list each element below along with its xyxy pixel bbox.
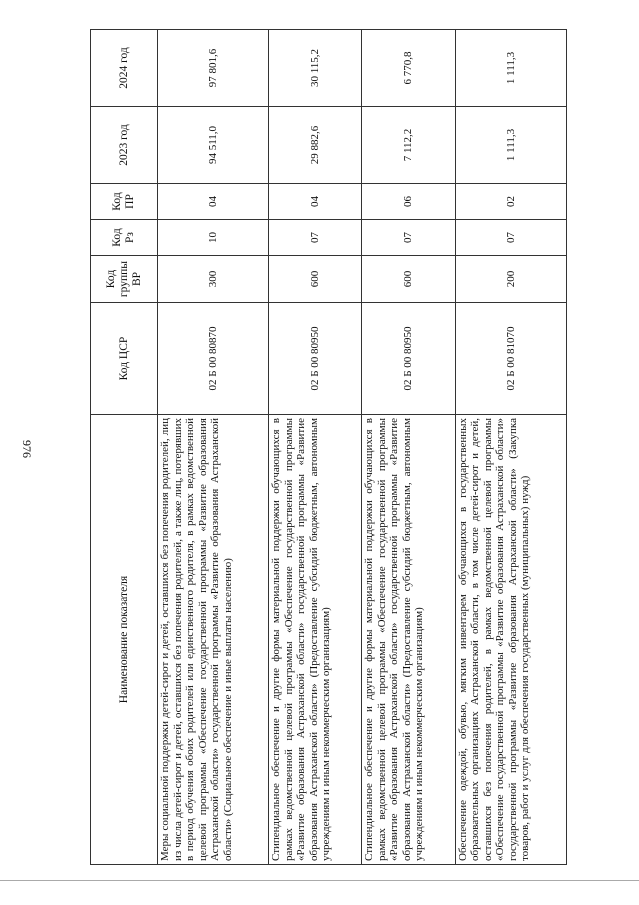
header-2023: 2023 год xyxy=(91,107,158,184)
row-vr: 200 xyxy=(455,256,566,303)
header-vr: Код группы ВР xyxy=(91,256,158,303)
row-2024: 1 111,3 xyxy=(455,30,566,107)
row-name: Стипендиальное обеспечение и другие формы материальной поддержки обучающихся в рамках ведомственной целевой программы «Обеспечение государственной программы «Развитие образования Астраханской области» государственной программы «Развитие образования Астраханской области» (Предоставление субсидий бюджетным, автономным учреждениям и иным некоммерческим организациям) xyxy=(269,415,362,865)
header-2024: 2024 год xyxy=(91,30,158,107)
row-pr: 04 xyxy=(158,184,269,220)
table-row xyxy=(269,30,362,865)
row-pr: 02 xyxy=(455,184,566,220)
row-vr: 600 xyxy=(269,256,362,303)
header-rz: Код Рз xyxy=(91,220,158,256)
row-name: Обеспечение одеждой, обувью, мягким инвентарем обучающихся в государственных образовательных организациях Астраханской области, в том числе детей-сирот и детей, оставшихся без попечения родителей, в рамках ведомственной целевой программы «Обеспечение государственной программы «Развитие образования Астраханской области» государственной программы «Развитие образования Астраханской области» (Закупка товаров, работ и услуг для обеспечения государственных (муниципальных) нужд) xyxy=(455,415,566,865)
row-rz: 07 xyxy=(269,220,362,256)
row-2024: 97 801,6 xyxy=(158,30,269,107)
table-row xyxy=(158,30,269,865)
row-vr: 300 xyxy=(158,256,269,303)
row-name: Меры социальной поддержки детей-сирот и детей, оставшихся без попечения родителей, лиц из числа детей-сирот и детей, оставшихся без попечения родителей, а также лиц, потерявших в период обучения обоих родителей или единственного родителя, в рамках ведомственной целевой программы «Обеспечение государственной программы «Развитие образования Астраханской области» государственной программы «Развитие образования Астраханской области» (Социальное обеспечение и иные выплаты населению) xyxy=(158,415,269,865)
row-2023: 94 511,0 xyxy=(158,107,269,184)
page-number: 976 xyxy=(20,440,34,458)
table-header-row xyxy=(91,30,158,865)
header-pr: Код ПР xyxy=(91,184,158,220)
table-row xyxy=(455,30,566,865)
row-csr: 02 Б 00 81070 xyxy=(455,303,566,415)
row-2024: 6 770,8 xyxy=(362,30,455,107)
row-pr: 04 xyxy=(269,184,362,220)
rotated-table-container xyxy=(90,30,567,865)
row-pr: 06 xyxy=(362,184,455,220)
row-vr: 600 xyxy=(362,256,455,303)
row-2024: 30 115,2 xyxy=(269,30,362,107)
row-2023: 29 882,6 xyxy=(269,107,362,184)
row-2023: 7 112,2 xyxy=(362,107,455,184)
budget-table xyxy=(90,29,567,865)
row-name: Стипендиальное обеспечение и другие формы материальной поддержки обучающихся в рамках ведомственной целевой программы «Обеспечение государственной программы «Развитие образования Астраханской области» государственной программы «Развитие образования Астраханской области» (Предоставление субсидий бюджетным, автономным учреждениям и иным некоммерческим организациям) xyxy=(362,415,455,865)
row-2023: 1 111,3 xyxy=(455,107,566,184)
scan-edge-line xyxy=(0,880,639,881)
row-rz: 10 xyxy=(158,220,269,256)
header-csr: Код ЦСР xyxy=(91,303,158,415)
row-csr: 02 Б 00 80950 xyxy=(362,303,455,415)
row-csr: 02 Б 00 80870 xyxy=(158,303,269,415)
row-csr: 02 Б 00 80950 xyxy=(269,303,362,415)
row-rz: 07 xyxy=(455,220,566,256)
row-rz: 07 xyxy=(362,220,455,256)
table-row xyxy=(362,30,455,865)
header-name: Наименование показателя xyxy=(91,415,158,865)
